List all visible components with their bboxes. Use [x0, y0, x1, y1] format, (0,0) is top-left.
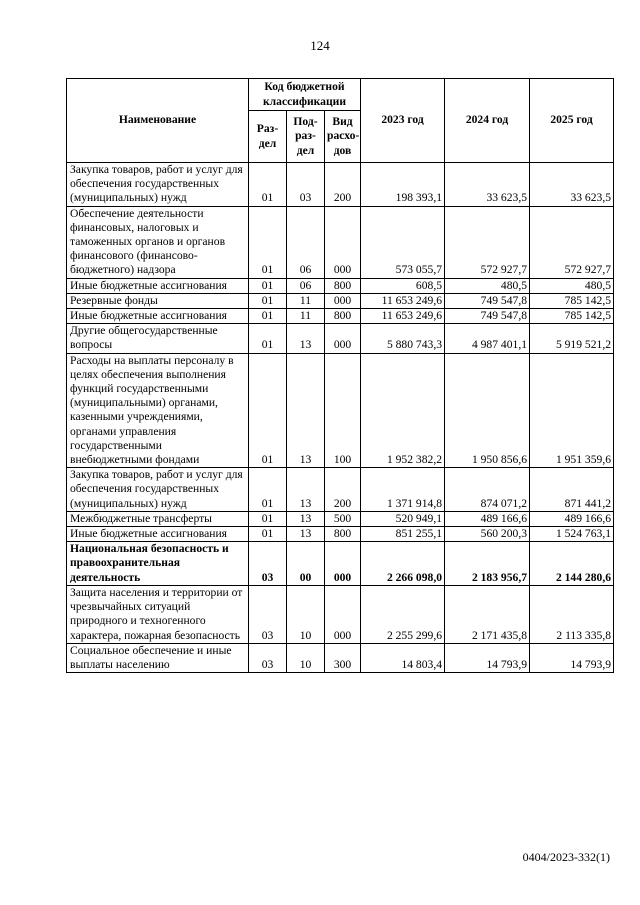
row-subsection: 13	[287, 511, 325, 526]
row-expense-type: 000	[325, 542, 361, 586]
table-row	[67, 527, 614, 542]
row-subsection: 11	[287, 293, 325, 308]
row-value-2024: 2 183 956,7	[445, 542, 530, 586]
row-value-2024: 560 200,3	[445, 527, 530, 542]
row-subsection: 13	[287, 527, 325, 542]
row-value-2023: 608,5	[361, 278, 445, 293]
row-subsection: 10	[287, 585, 325, 643]
footer-document-code: 0404/2023-332(1)	[522, 850, 610, 864]
row-value-2025: 2 113 335,8	[530, 585, 614, 643]
table-row	[67, 585, 614, 643]
row-name: Другие общегосударственные вопросы	[67, 324, 249, 353]
row-section: 03	[249, 643, 287, 672]
row-value-2025: 572 927,7	[530, 206, 614, 278]
header-2023: 2023 год	[361, 79, 445, 163]
row-name: Иные бюджетные ассигнования	[67, 527, 249, 542]
table-row	[67, 643, 614, 672]
row-name: Резервные фонды	[67, 293, 249, 308]
row-expense-type: 200	[325, 163, 361, 207]
row-expense-type: 000	[325, 293, 361, 308]
row-value-2025: 14 793,9	[530, 643, 614, 672]
page-number: 124	[310, 38, 330, 53]
row-section: 01	[249, 324, 287, 353]
table-row	[67, 163, 614, 207]
row-expense-type: 200	[325, 468, 361, 512]
row-subsection: 03	[287, 163, 325, 207]
header-budget-code: Код бюджетной классификации	[249, 79, 361, 111]
row-value-2024: 33 623,5	[445, 163, 530, 207]
row-subsection: 13	[287, 324, 325, 353]
row-value-2025: 785 142,5	[530, 309, 614, 324]
row-section: 01	[249, 468, 287, 512]
row-value-2023: 2 255 299,6	[361, 585, 445, 643]
row-subsection: 13	[287, 353, 325, 468]
row-section: 01	[249, 206, 287, 278]
budget-table	[66, 78, 614, 673]
row-expense-type: 800	[325, 527, 361, 542]
row-expense-type: 300	[325, 643, 361, 672]
header-name: Наименование	[67, 79, 249, 163]
row-value-2023: 5 880 743,3	[361, 324, 445, 353]
header-expense-type: Вид расхо- дов	[325, 111, 361, 163]
row-value-2025: 489 166,6	[530, 511, 614, 526]
row-subsection: 06	[287, 278, 325, 293]
header-2024: 2024 год	[445, 79, 530, 163]
row-value-2024: 572 927,7	[445, 206, 530, 278]
table-row	[67, 353, 614, 468]
row-name: Закупка товаров, работ и услуг для обеспечения государственных (муниципальных) нужд	[67, 468, 249, 512]
row-subsection: 06	[287, 206, 325, 278]
row-value-2024: 4 987 401,1	[445, 324, 530, 353]
row-name: Иные бюджетные ассигнования	[67, 278, 249, 293]
row-value-2023: 1 371 914,8	[361, 468, 445, 512]
row-value-2023: 11 653 249,6	[361, 309, 445, 324]
row-section: 01	[249, 293, 287, 308]
row-value-2023: 1 952 382,2	[361, 353, 445, 468]
row-value-2025: 785 142,5	[530, 293, 614, 308]
row-name: Межбюджетные трансферты	[67, 511, 249, 526]
row-value-2023: 2 266 098,0	[361, 542, 445, 586]
row-value-2025: 5 919 521,2	[530, 324, 614, 353]
row-section: 01	[249, 353, 287, 468]
table-row	[67, 511, 614, 526]
table-row	[67, 278, 614, 293]
row-subsection: 13	[287, 468, 325, 512]
table-row	[67, 309, 614, 324]
row-value-2023: 851 255,1	[361, 527, 445, 542]
table-row	[67, 542, 614, 586]
table-header	[67, 79, 614, 163]
row-subsection: 00	[287, 542, 325, 586]
row-expense-type: 100	[325, 353, 361, 468]
row-value-2024: 489 166,6	[445, 511, 530, 526]
table-row	[67, 324, 614, 353]
row-value-2024: 749 547,8	[445, 293, 530, 308]
row-value-2023: 14 803,4	[361, 643, 445, 672]
row-section: 01	[249, 163, 287, 207]
row-name: Социальное обеспечение и иные выплаты населению	[67, 643, 249, 672]
table-row	[67, 468, 614, 512]
row-value-2025: 480,5	[530, 278, 614, 293]
row-value-2024: 2 171 435,8	[445, 585, 530, 643]
row-value-2024: 480,5	[445, 278, 530, 293]
row-section: 03	[249, 585, 287, 643]
header-section: Раз- дел	[249, 111, 287, 163]
row-value-2023: 11 653 249,6	[361, 293, 445, 308]
row-expense-type: 800	[325, 278, 361, 293]
row-section: 01	[249, 527, 287, 542]
row-expense-type: 500	[325, 511, 361, 526]
row-name: Расходы на выплаты персоналу в целях обеспечения выполнения функций государственными (муниципальными) органами, казенными учреждениями, органами управления государственными внебюджетными фондами	[67, 353, 249, 468]
row-value-2024: 874 071,2	[445, 468, 530, 512]
header-2025: 2025 год	[530, 79, 614, 163]
row-name: Защита населения и территории от чрезвычайных ситуаций природного и техногенного характера, пожарная безопасность	[67, 585, 249, 643]
row-value-2025: 33 623,5	[530, 163, 614, 207]
row-value-2024: 749 547,8	[445, 309, 530, 324]
row-name: Национальная безопасность и правоохранительная деятельность	[67, 542, 249, 586]
row-value-2024: 14 793,9	[445, 643, 530, 672]
row-expense-type: 800	[325, 309, 361, 324]
row-expense-type: 000	[325, 585, 361, 643]
row-subsection: 11	[287, 309, 325, 324]
row-expense-type: 000	[325, 324, 361, 353]
header-subsection: Под- раз- дел	[287, 111, 325, 163]
row-expense-type: 000	[325, 206, 361, 278]
row-value-2023: 573 055,7	[361, 206, 445, 278]
row-section: 01	[249, 309, 287, 324]
row-name: Иные бюджетные ассигнования	[67, 309, 249, 324]
row-name: Закупка товаров, работ и услуг для обеспечения государственных (муниципальных) нужд	[67, 163, 249, 207]
row-value-2023: 520 949,1	[361, 511, 445, 526]
table-row	[67, 293, 614, 308]
row-value-2025: 1 951 359,6	[530, 353, 614, 468]
row-value-2023: 198 393,1	[361, 163, 445, 207]
row-section: 03	[249, 542, 287, 586]
row-section: 01	[249, 278, 287, 293]
table-row	[67, 206, 614, 278]
row-value-2025: 2 144 280,6	[530, 542, 614, 586]
row-subsection: 10	[287, 643, 325, 672]
row-value-2025: 871 441,2	[530, 468, 614, 512]
row-name: Обеспечение деятельности финансовых, налоговых и таможенных органов и органов финансового (финансово-бюджетного) надзора	[67, 206, 249, 278]
row-section: 01	[249, 511, 287, 526]
table-body	[67, 163, 614, 673]
row-value-2024: 1 950 856,6	[445, 353, 530, 468]
row-value-2025: 1 524 763,1	[530, 527, 614, 542]
